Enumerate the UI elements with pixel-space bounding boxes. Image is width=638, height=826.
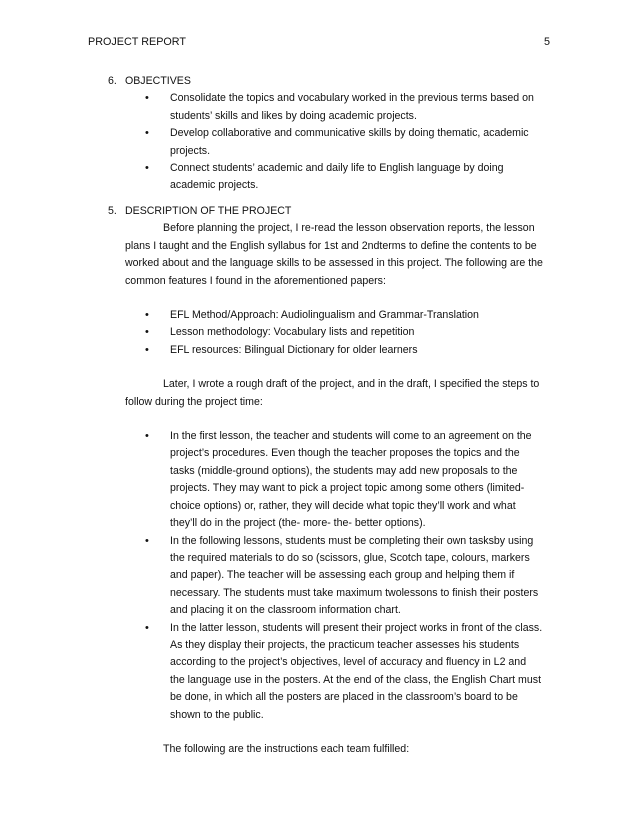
list-item: • In the first lesson, the teacher and students will come to an agreement on the project’s procedures. Even though the teacher proposes the topics and the tasks (middle-ground options), the students may add new proposals to the projects. They may want to pick a project topic among some others (limited-choice options) or, rather, they will decide what topic they’ll work and what they’ll do in the project (the- more- the- better options).: [145, 428, 543, 532]
description-intro: Before planning the project, I re-read the lesson observation reports, the lesson plans I taught and the English syllabus for 1st and 2ndterms to define the contents to be worked about and the language skills to be assessed in this project. The following are the common features I found in the aforementioned papers:: [125, 222, 543, 287]
objectives-section: [108, 73, 548, 195]
list-item: • Develop collaborative and communicative skills by doing thematic, academic projects.: [145, 125, 543, 160]
description-section: [108, 203, 548, 758]
description-heading: [108, 203, 548, 220]
steps-list: [145, 428, 543, 724]
page-number: 5: [543, 36, 550, 48]
header-title: PROJECT REPORT: [88, 36, 186, 48]
features-list: [145, 307, 543, 359]
list-item: • Connect students’ academic and daily life to English language by doing academic projects.: [145, 160, 543, 195]
list-item: • EFL resources: Bilingual Dictionary for older learners: [145, 342, 543, 359]
description-closing: The following are the instructions each team fulfilled:: [163, 742, 410, 755]
objectives-heading: [108, 73, 548, 90]
objectives-number: 6.: [108, 75, 117, 87]
list-item: • In the following lessons, students must be completing their own tasksby using the required materials to do so (scissors, glue, Scotch tape, colours, markers and paper). The teacher will be assessing each group and helping them if necessary. The students must take maximum twolessons to finish their posters and placing it on the classroom information chart.: [145, 533, 543, 620]
page-header: [88, 36, 550, 48]
objectives-list: [145, 90, 543, 194]
list-item: • EFL Method/Approach: Audiolingualism and Grammar-Translation: [145, 307, 543, 324]
description-later: Later, I wrote a rough draft of the project, and in the draft, I specified the steps to follow during the project time:: [125, 378, 540, 408]
list-item: • Consolidate the topics and vocabulary worked in the previous terms based on students’ skills and likes by doing academic projects.: [145, 90, 543, 125]
description-number: 5.: [108, 205, 117, 217]
objectives-title: OBJECTIVES: [125, 75, 191, 87]
list-item: • In the latter lesson, students will present their project works in front of the class. As they display their projects, the practicum teacher assesses his students according to the project’s objectives, level of accuracy and fluency in L2 and the language use in the posters. At the end of the class, the English Chart must be done, in which all the posters are placed in the classroom’s board to be shown to the public.: [145, 620, 543, 724]
list-item: • Lesson methodology: Vocabulary lists and repetition: [145, 324, 543, 341]
description-title: DESCRIPTION OF THE PROJECT: [125, 205, 292, 217]
